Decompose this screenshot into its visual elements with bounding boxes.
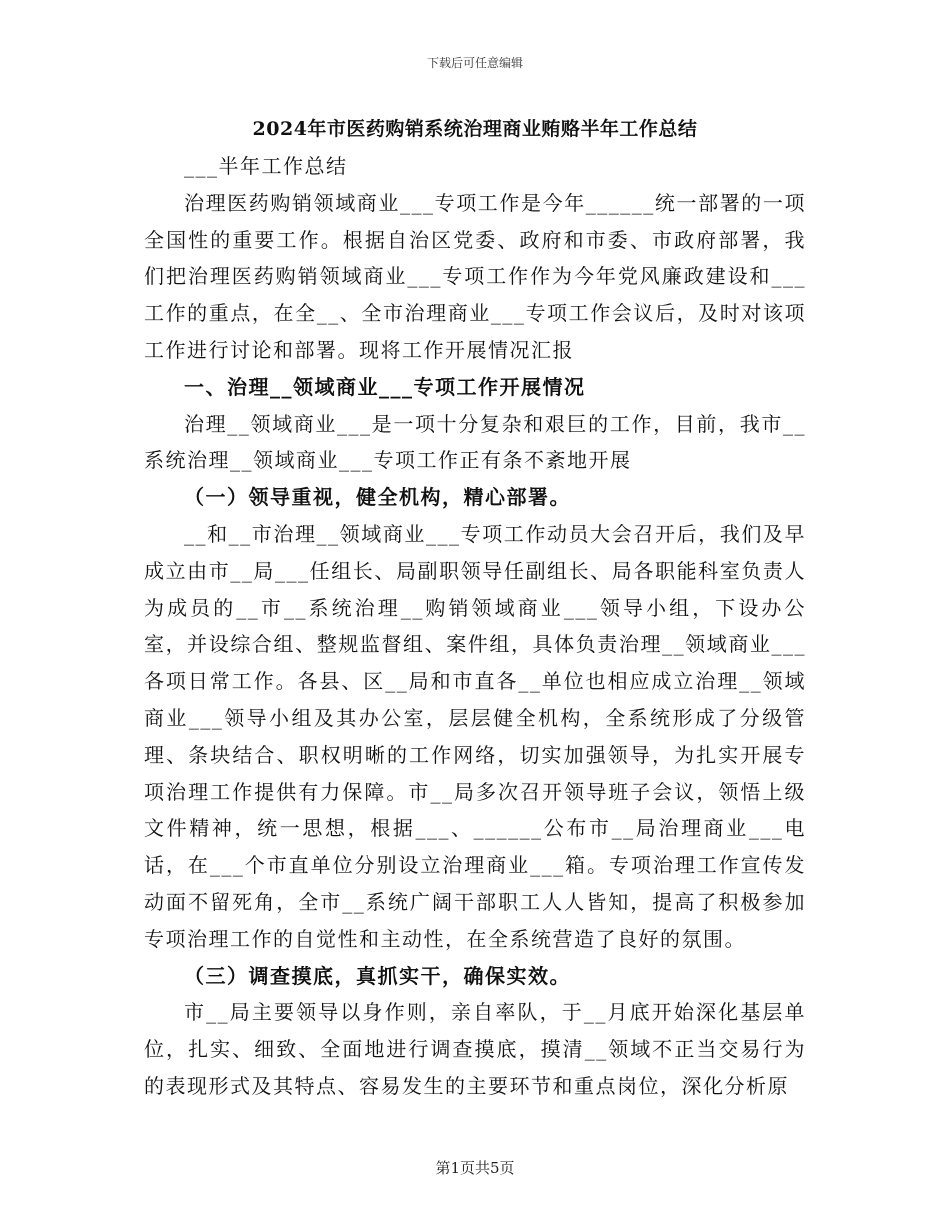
paragraph-overview: 治理__领域商业___是一项十分复杂和艰巨的工作，目前，我市__系统治理__领域商业___专项工作正有条不紊地开展: [144, 411, 806, 473]
paragraph-organization: __和__市治理__领域商业___专项工作动员大会召开后，我们及早成立由市__局___任组长、局副职领导任副组长、局各职能科室负责人为成员的__市__系统治理__购销领域商业___领导小组，下设办公室，并设综合组、整规监督组、案件组，具体负责治理__领域商业___各项日常工作。各县、区__局和市直各__单位也相应成立治理__领域商业___领导小组及其办公室，层层健全机构，全系统形成了分级管理、条块结合、职权明晰的工作网络，切实加强领导，为扎实开展专项治理工作提供有力保障。市__局多次召开领导班子会议，领悟上级文件精神，统一思想，根据___、______公布市__局治理商业___电话，在___个市直单位分别设立治理商业___箱。专项治理工作宣传发动面不留死角，全市__系统广阔干部职工人人皆知，提高了积极参加专项治理工作的自觉性和主动性，在全系统营造了良好的氛围。: [144, 521, 806, 951]
paragraph-intro: 治理医药购销领域商业___专项工作是今年______统一部署的一项全国性的重要工作。根据自治区党委、政府和市委、市政府部署，我们把治理医药购销领域商业___专项工作作为今年党风廉政建设和___工作的重点，在全__、全市治理商业___专项工作会议后，及时对该项工作进行讨论和部署。现将工作开展情况汇报: [144, 190, 806, 362]
section-subtitle: ___半年工作总结: [184, 154, 348, 178]
paragraph-investigation: 市__局主要领导以身作则，亲自率队，于__月底开始深化基层单位，扎实、细致、全面地进行调查摸底，摸清__领域不正当交易行为的表现形式及其特点、容易发生的主要环节和重点岗位，深化分析原: [144, 1000, 806, 1098]
document-body: [144, 148, 806, 1105]
document-title: 2024年市医药购销系统治理商业贿赂半年工作总结: [252, 118, 698, 140]
subsection-heading-3: （三）调查摸底，真抓实干，确保实效。: [184, 963, 571, 988]
section-heading-1: 一、治理__领域商业___专项工作开展情况: [184, 374, 586, 399]
page-header-note: 下载后可任意编辑: [426, 56, 523, 70]
page-number: 第1页共5页: [435, 1159, 515, 1177]
subsection-heading-1: （一）领导重视，健全机构，精心部署。: [184, 485, 571, 510]
